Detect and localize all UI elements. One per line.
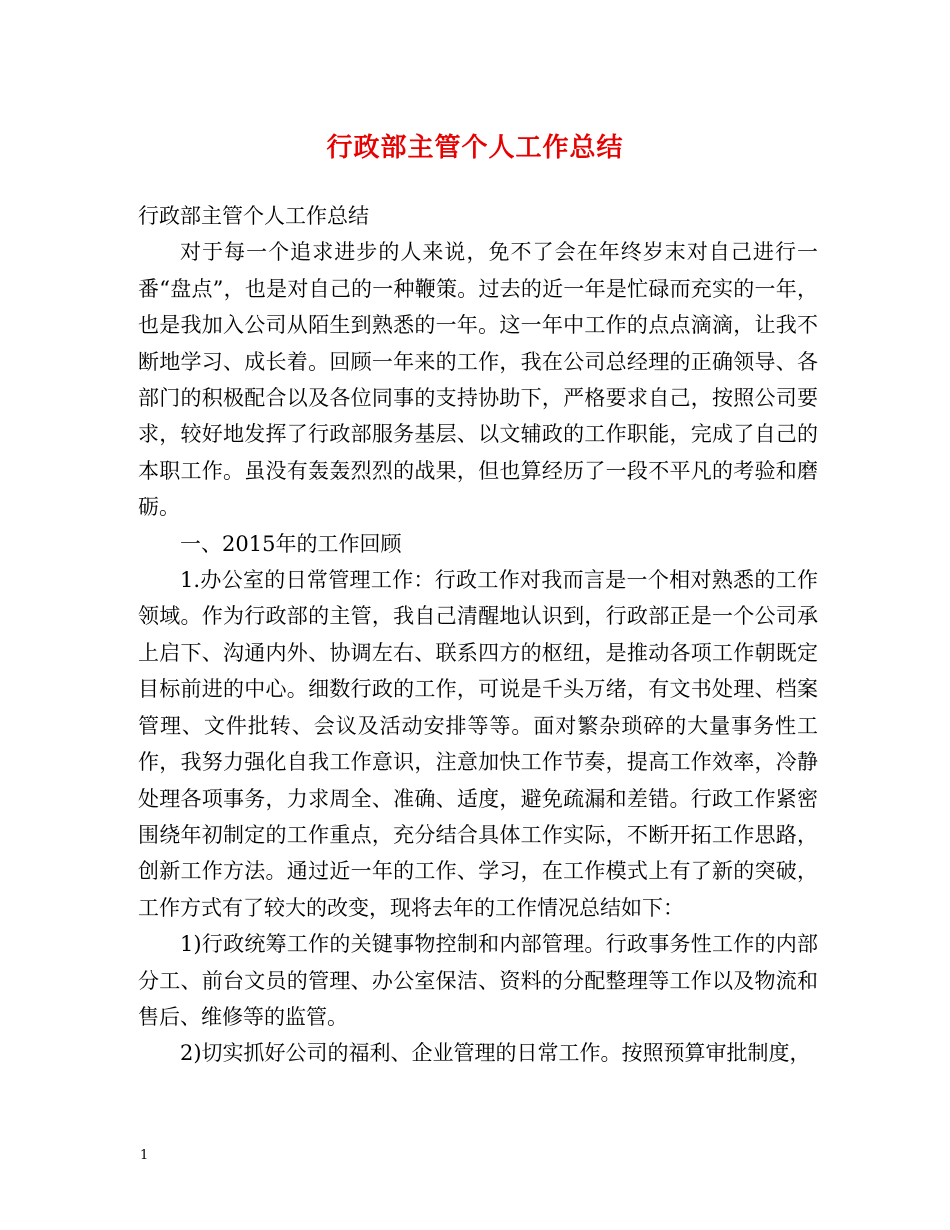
page-number: 1 <box>140 1148 149 1163</box>
section-heading-review: 一、2015年的工作回顾 <box>180 531 402 556</box>
paragraph-office-management: 1.办公室的日常管理工作：行政工作对我而言是一个相对熟悉的工作领域。作为行政部的主管，我自己清醒地认识到，行政部正是一个公司承上启下、沟通内外、协调左右、联系四方的枢纽，是推动各项工作朝既定目标前进的中心。细数行政的工作，可说是千头万绪，有文书处理、档案管理、文件批转、会议及活动安排等等。面对繁杂琐碎的大量事务性工作，我努力强化自我工作意识，注意加快工作节奏，提高工作效率，冷静处理各项事务，力求周全、准确、适度，避免疏漏和差错。行政工作紧密围绕年初制定的工作重点，充分结合具体工作实际，不断开拓工作思路，创新工作方法。通过近一年的工作、学习，在工作模式上有了新的突破，工作方式有了较大的改变，现将去年的工作情况总结如下： <box>138 568 818 920</box>
page-title: 行政部主管个人工作总结 <box>326 133 624 163</box>
paragraph-intro: 对于每一个追求进步的人来说，免不了会在年终岁末对自己进行一番“盘点”，也是对自己的一种鞭策。过去的近一年是忙碌而充实的一年，也是我加入公司从陌生到熟悉的一年。这一年中工作的点点滴滴，让我不断地学习、成长着。回顾一年来的工作，我在公司总经理的正确领导、各部门的积极配合以及各位同事的支持协助下，严格要求自己，按照公司要求，较好地发挥了行政部服务基层、以文辅政的工作职能，完成了自己的本职工作。虽没有轰轰烈烈的战果，但也算经历了一段不平凡的考验和磨砺。 <box>138 240 818 520</box>
paragraph-item-1: 1)行政统筹工作的关键事物控制和内部管理。行政事务性工作的内部分工、前台文员的管理、办公室保洁、资料的分配整理等工作以及物流和售后、维修等的监管。 <box>138 932 818 1029</box>
paragraph-item-2: 2)切实抓好公司的福利、企业管理的日常工作。按照预算审批制度， <box>180 1041 811 1066</box>
body-heading: 行政部主管个人工作总结 <box>138 204 369 228</box>
document-body <box>138 198 818 1072</box>
